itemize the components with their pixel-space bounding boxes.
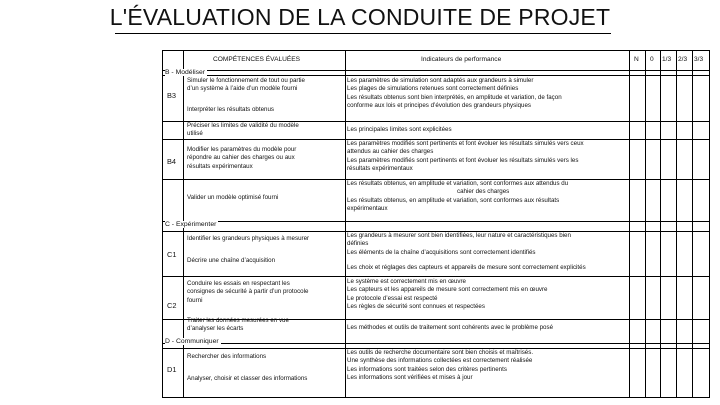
indicateurs-b4-valider: Les résultats obtenus, en amplitude et variation, sont conformes aux attendus du cahier des charges Les résultats obtenus, en amplitude et variation, sont conformes aux résultats expérimentaux: [347, 180, 569, 213]
indicateurs-c1-decrire: Les choix et réglages des capteurs et appareils de mesure sont correctement explicités: [347, 264, 586, 271]
indicateurs-c1-identifier: Les grandeurs à mesurer sont bien identifiées, leur nature et caractéristiques bien définies Les éléments de la chaîne d’acquisitions sont correctement identifiés: [347, 232, 571, 256]
grid-vline: [692, 51, 693, 397]
grid-hline: [163, 221, 709, 222]
evaluation-grid: [162, 50, 710, 398]
page-title: L'ÉVALUATION DE LA CONDUITE DE PROJET: [109, 4, 611, 30]
section-modeliser: B - Modéliser: [165, 69, 206, 76]
header-level-0: 0: [650, 56, 654, 63]
competence-c2-conduire: Conduire les essais en respectant les consignes de sécurité à partir d’un protocole fourni: [187, 280, 309, 304]
indicateurs-b4-limites: Les principales limites sont explicitées: [347, 126, 452, 133]
code-b4: B4: [167, 157, 177, 166]
header-level-1-3: 1/3: [662, 56, 672, 63]
grid-vline: [345, 51, 346, 397]
competence-b4-valider: Valider un modèle optimisé fourni: [187, 194, 279, 201]
competence-c1-identifier: Identifier les grandeurs physiques à mesurer: [187, 235, 310, 242]
grid-vline: [629, 51, 630, 397]
header-level-n: N: [634, 56, 639, 63]
code-d1: D1: [167, 365, 177, 374]
competence-b3-interpreter: Interpréter les résultats obtenus: [187, 106, 275, 113]
indicateurs-b4-modifier: Les paramètres modifiés sont pertinents et font évoluer les résultats simulés vers ceux attendus au cahier des charges Les paramètres modifiés sont pertinents et font évoluer les résultats simulés vers les résultats expérimentaux: [347, 140, 584, 173]
competence-b3-simuler: Simuler le fonctionnement de tout ou partie d’un système à l’aide d’un modèle fourni: [187, 77, 305, 93]
indicateurs-b3: Les paramètres de simulation sont adaptés aux grandeurs à simuler Les plages de simulations retenues sont correctement définies Les résultats obtenus sont bien interprétés, en amplitude et variation, de façon conforme aux lois et principes d’évolution des grandeurs physiques: [347, 77, 562, 110]
code-c1: C1: [167, 250, 177, 259]
grid-vline: [660, 51, 661, 397]
competence-c1-decrire: Décrire une chaîne d’acquisition: [187, 257, 276, 264]
code-b3: B3: [167, 91, 177, 100]
competence-b4-limites: Préciser les limites de validité du modèle utilisé: [187, 122, 299, 138]
header-indicateurs: Indicateurs de performance: [421, 56, 502, 63]
header-competences: COMPÉTENCES ÉVALUÉES: [213, 56, 301, 63]
header-level-2-3: 2/3: [678, 56, 688, 63]
competence-b4-modifier: Modifier les paramètres du modèle pour répondre au cahier des charges ou aux résultats expérimentaux: [187, 146, 297, 170]
code-c2: C2: [167, 301, 177, 310]
indicateurs-c2-conduire: Le système est correctement mis en œuvre Les capteurs et les appareils de mesure sont correctement mis en œuvre Le protocole d’essai est respecté Les règles de sécurité sont connues et respectées: [347, 278, 548, 311]
competence-d1-rechercher: Rechercher des informations: [187, 353, 267, 360]
grid-vline: [676, 51, 677, 397]
grid-hline: [163, 343, 709, 344]
header-level-3-3: 3/3: [694, 56, 704, 63]
section-experimenter: C - Expérimenter: [165, 221, 217, 228]
grid-vline: [645, 51, 646, 397]
competence-c2-traiter: Traiter les données mesurées en vue d’analyser les écarts: [187, 317, 289, 333]
title-underline: [115, 33, 611, 34]
grid-hline: [163, 70, 709, 71]
indicateurs-d1: Les outils de recherche documentaire sont bien choisis et maîtrisés. Une synthèse des informations collectées est correctement réalisée Les informations sont traitées selon des critères pertinents Les informations sont vérifiées et mises à jour: [347, 349, 534, 382]
grid-hline: [163, 75, 709, 76]
grid-hline: [163, 276, 709, 277]
section-communiquer: D - Communiquer: [165, 338, 219, 345]
competence-d1-analyser: Analyser, choisir et classer des informations: [187, 375, 308, 382]
indicateurs-c2-traiter: Les méthodes et outils de traitement sont cohérents avec le problème posé: [347, 324, 554, 331]
